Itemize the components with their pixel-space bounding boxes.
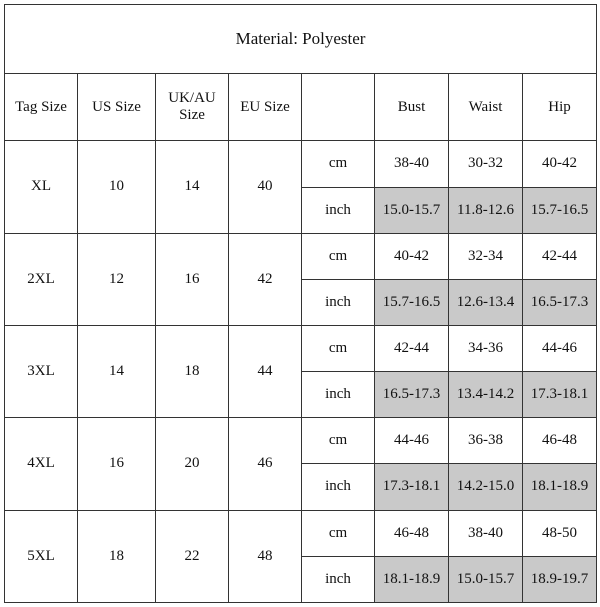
us-size-cell: 12 (78, 233, 156, 325)
waist-cell: 11.8-12.6 (449, 187, 523, 233)
uk-au-size-cell: 20 (156, 418, 229, 510)
bust-cell: 44-46 (375, 418, 449, 464)
us-size-cell: 14 (78, 326, 156, 418)
bust-cell: 18.1-18.9 (375, 556, 449, 602)
unit-cell: inch (302, 464, 375, 510)
header-eu-size: EU Size (229, 74, 302, 141)
hip-cell: 44-46 (523, 326, 597, 372)
tag-size-cell: 5XL (5, 510, 78, 602)
table-row (5, 326, 597, 372)
bust-cell: 16.5-17.3 (375, 372, 449, 418)
size-chart (4, 4, 596, 603)
tag-size-cell: 4XL (5, 418, 78, 510)
header-waist: Waist (449, 74, 523, 141)
unit-cell: cm (302, 233, 375, 279)
hip-cell: 42-44 (523, 233, 597, 279)
size-table (4, 4, 597, 603)
header-row (5, 74, 597, 141)
hip-cell: 17.3-18.1 (523, 372, 597, 418)
waist-cell: 15.0-15.7 (449, 556, 523, 602)
table-row (5, 141, 597, 187)
bust-cell: 46-48 (375, 510, 449, 556)
header-tag-size: Tag Size (5, 74, 78, 141)
bust-cell: 15.7-16.5 (375, 279, 449, 325)
unit-cell: cm (302, 326, 375, 372)
unit-cell: inch (302, 187, 375, 233)
bust-cell: 15.0-15.7 (375, 187, 449, 233)
waist-cell: 38-40 (449, 510, 523, 556)
waist-cell: 14.2-15.0 (449, 464, 523, 510)
waist-cell: 30-32 (449, 141, 523, 187)
eu-size-cell: 40 (229, 141, 302, 233)
eu-size-cell: 48 (229, 510, 302, 602)
header-bust: Bust (375, 74, 449, 141)
header-uk-au-size (156, 74, 229, 141)
waist-cell: 13.4-14.2 (449, 372, 523, 418)
waist-cell: 36-38 (449, 418, 523, 464)
header-uk-line2: Size (179, 107, 205, 124)
hip-cell: 48-50 (523, 510, 597, 556)
unit-cell: inch (302, 372, 375, 418)
unit-cell: cm (302, 141, 375, 187)
hip-cell: 18.9-19.7 (523, 556, 597, 602)
us-size-cell: 10 (78, 141, 156, 233)
material-title: Material: Polyester (5, 5, 597, 74)
bust-cell: 40-42 (375, 233, 449, 279)
uk-au-size-cell: 16 (156, 233, 229, 325)
hip-cell: 16.5-17.3 (523, 279, 597, 325)
us-size-cell: 18 (78, 510, 156, 602)
eu-size-cell: 42 (229, 233, 302, 325)
table-row (5, 510, 597, 556)
unit-cell: cm (302, 510, 375, 556)
eu-size-cell: 46 (229, 418, 302, 510)
header-hip: Hip (523, 74, 597, 141)
unit-cell: inch (302, 279, 375, 325)
waist-cell: 34-36 (449, 326, 523, 372)
header-uk-line1: UK/AU (168, 90, 216, 107)
uk-au-size-cell: 18 (156, 326, 229, 418)
table-row (5, 233, 597, 279)
header-us-size: US Size (78, 74, 156, 141)
bust-cell: 38-40 (375, 141, 449, 187)
tag-size-cell: 2XL (5, 233, 78, 325)
unit-cell: inch (302, 556, 375, 602)
tag-size-cell: XL (5, 141, 78, 233)
bust-cell: 17.3-18.1 (375, 464, 449, 510)
tag-size-cell: 3XL (5, 326, 78, 418)
hip-cell: 18.1-18.9 (523, 464, 597, 510)
bust-cell: 42-44 (375, 326, 449, 372)
table-row (5, 418, 597, 464)
eu-size-cell: 44 (229, 326, 302, 418)
waist-cell: 12.6-13.4 (449, 279, 523, 325)
unit-cell: cm (302, 418, 375, 464)
us-size-cell: 16 (78, 418, 156, 510)
hip-cell: 46-48 (523, 418, 597, 464)
hip-cell: 40-42 (523, 141, 597, 187)
header-unit (302, 74, 375, 141)
waist-cell: 32-34 (449, 233, 523, 279)
hip-cell: 15.7-16.5 (523, 187, 597, 233)
uk-au-size-cell: 14 (156, 141, 229, 233)
uk-au-size-cell: 22 (156, 510, 229, 602)
